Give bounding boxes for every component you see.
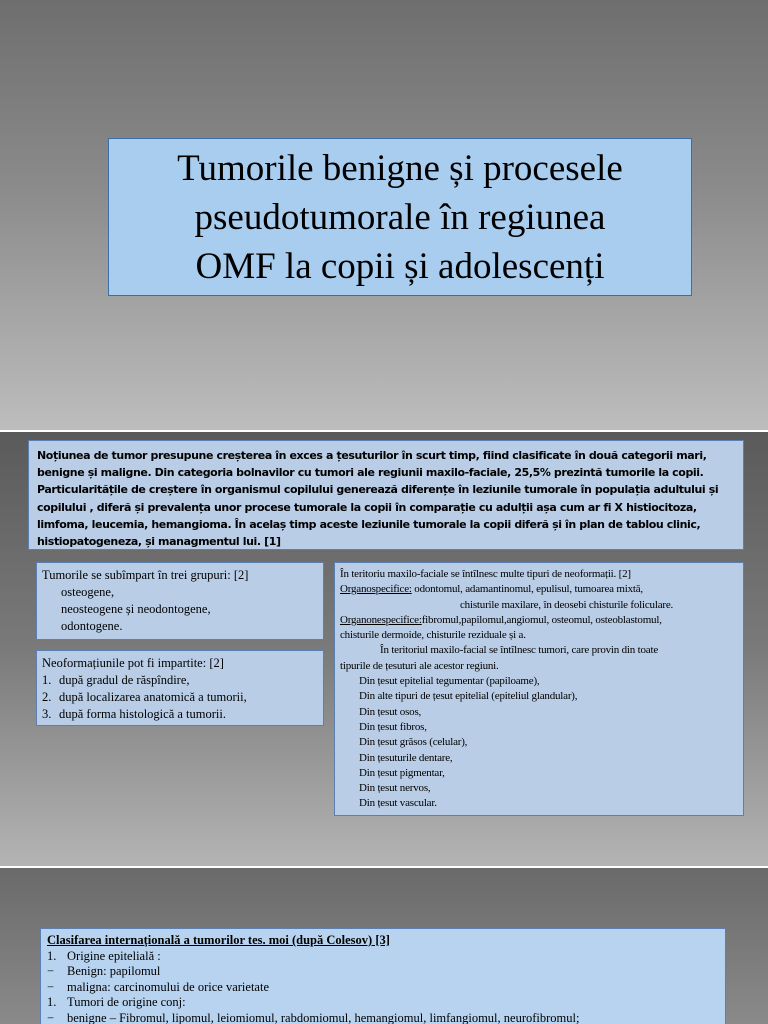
organonespecific-cont: chisturile dermoide, chisturile reziduale și a. (340, 629, 526, 642)
list-item: 3. după forma histologică a tumorii. (42, 707, 226, 721)
list-item: − benigne – Fibromul, lipomul, leiomiomul, rabdomiomul, hemangiomul, limfangiomul, neurofibromul; (47, 1010, 580, 1024)
slide-title (177, 144, 623, 291)
title-slide (0, 0, 768, 430)
list-item: osteogene, (61, 585, 115, 599)
content-slide (0, 432, 768, 866)
list-item: 2. după localizarea anatomică a tumorii, (42, 690, 247, 704)
organospecific-cont: chisturile maxilare, în deosebi chisturile foliculare. (460, 598, 674, 611)
list-item: − Benign: papilomul (47, 964, 161, 978)
title-line-2: pseudotumorale în regiunea (194, 196, 606, 238)
territory-intro: În teritoriu maxilo-faciale se întîlnesc multe tipuri de neoformații. [2] (340, 568, 631, 580)
organonespecific-line: Organonespecifice:fibromul,papilomul,angiomul, osteomul, osteoblastomul, (340, 613, 662, 626)
list-item: 1. Tumori de origine conj: (47, 995, 186, 1009)
list-item: Din țesut pigmentar, (359, 766, 445, 779)
list-item: 1. Origine epitelială : (47, 948, 161, 963)
territory-para-2: tipurile de țesuturi ale acestor regiuni. (340, 659, 499, 672)
territory-para-1: În teritoriul maxilo-facial se întîlnesc tumori, care provin din toate (380, 644, 659, 657)
list-item: neosteogene și neodontogene, (61, 602, 211, 616)
list-item: 1. după gradul de răspîndire, (42, 673, 190, 687)
list-item: Din țesuturile dentare, (359, 751, 453, 764)
title-line-3: OMF la copii și adolescenți (195, 245, 605, 287)
title-box (108, 138, 692, 296)
list-item: Din țesut nervos, (359, 782, 431, 795)
territory-box (334, 562, 744, 816)
neo-heading: Neoformațiunile pot fi impartite: [2] (42, 656, 224, 670)
list-item: Din țesut vascular. (359, 797, 437, 810)
intro-paragraph: Noțiunea de tumor presupune creșterea în exces a țesuturilor în scurt timp, fiind clasificate în două categorii mari, benigne și maligne. Din categoria bolnavilor cu tumori ale regiunii maxilo-faciale, 25,5% prezintă tumorile la copii. Particularitățile de creștere în organismul copilului generează diferențe în leziunile tumorale în populația adultului și copilului , diferă și prevalența unor procese tumorale la copii în comparație cu adulții așa cum ar fi X histiocitoza, limfoma, leucemia, hemangioma. În acelaș timp aceste leziunile tumorale la copii diferă și în plan de tablou clinic, histiopatogeneza, și managmentul lui. [1] (28, 440, 744, 550)
classification-heading: Clasifarea internațională a tumorilor tes. moi (după Colesov) [3] (47, 933, 390, 947)
neoformations-box (36, 650, 324, 726)
list-item: Din alte tipuri de țesut epitelial (epiteliul glandular), (359, 690, 578, 703)
list-item: − maligna: carcinomului de orice varietate (47, 979, 269, 994)
list-item: Din țesut epitelial tegumentar (papiloame), (359, 675, 540, 688)
classification-box (40, 928, 726, 1024)
list-item: odontogene. (61, 619, 123, 633)
groups-box (36, 562, 324, 640)
list-item: Din țesut grăsos (celular), (359, 736, 468, 749)
list-item: Din țesut osos, (359, 705, 422, 718)
title-line-1: Tumorile benigne și procesele (177, 147, 623, 189)
classification-slide (0, 868, 768, 1024)
list-item: Din țesut fibros, (359, 720, 427, 733)
organospecific-line: Organospecifice: odontomul, adamantinomul, epulisul, tumoarea mixtă, (340, 583, 643, 596)
groups-heading: Tumorile se subîmpart în trei grupuri: [2] (42, 568, 249, 582)
